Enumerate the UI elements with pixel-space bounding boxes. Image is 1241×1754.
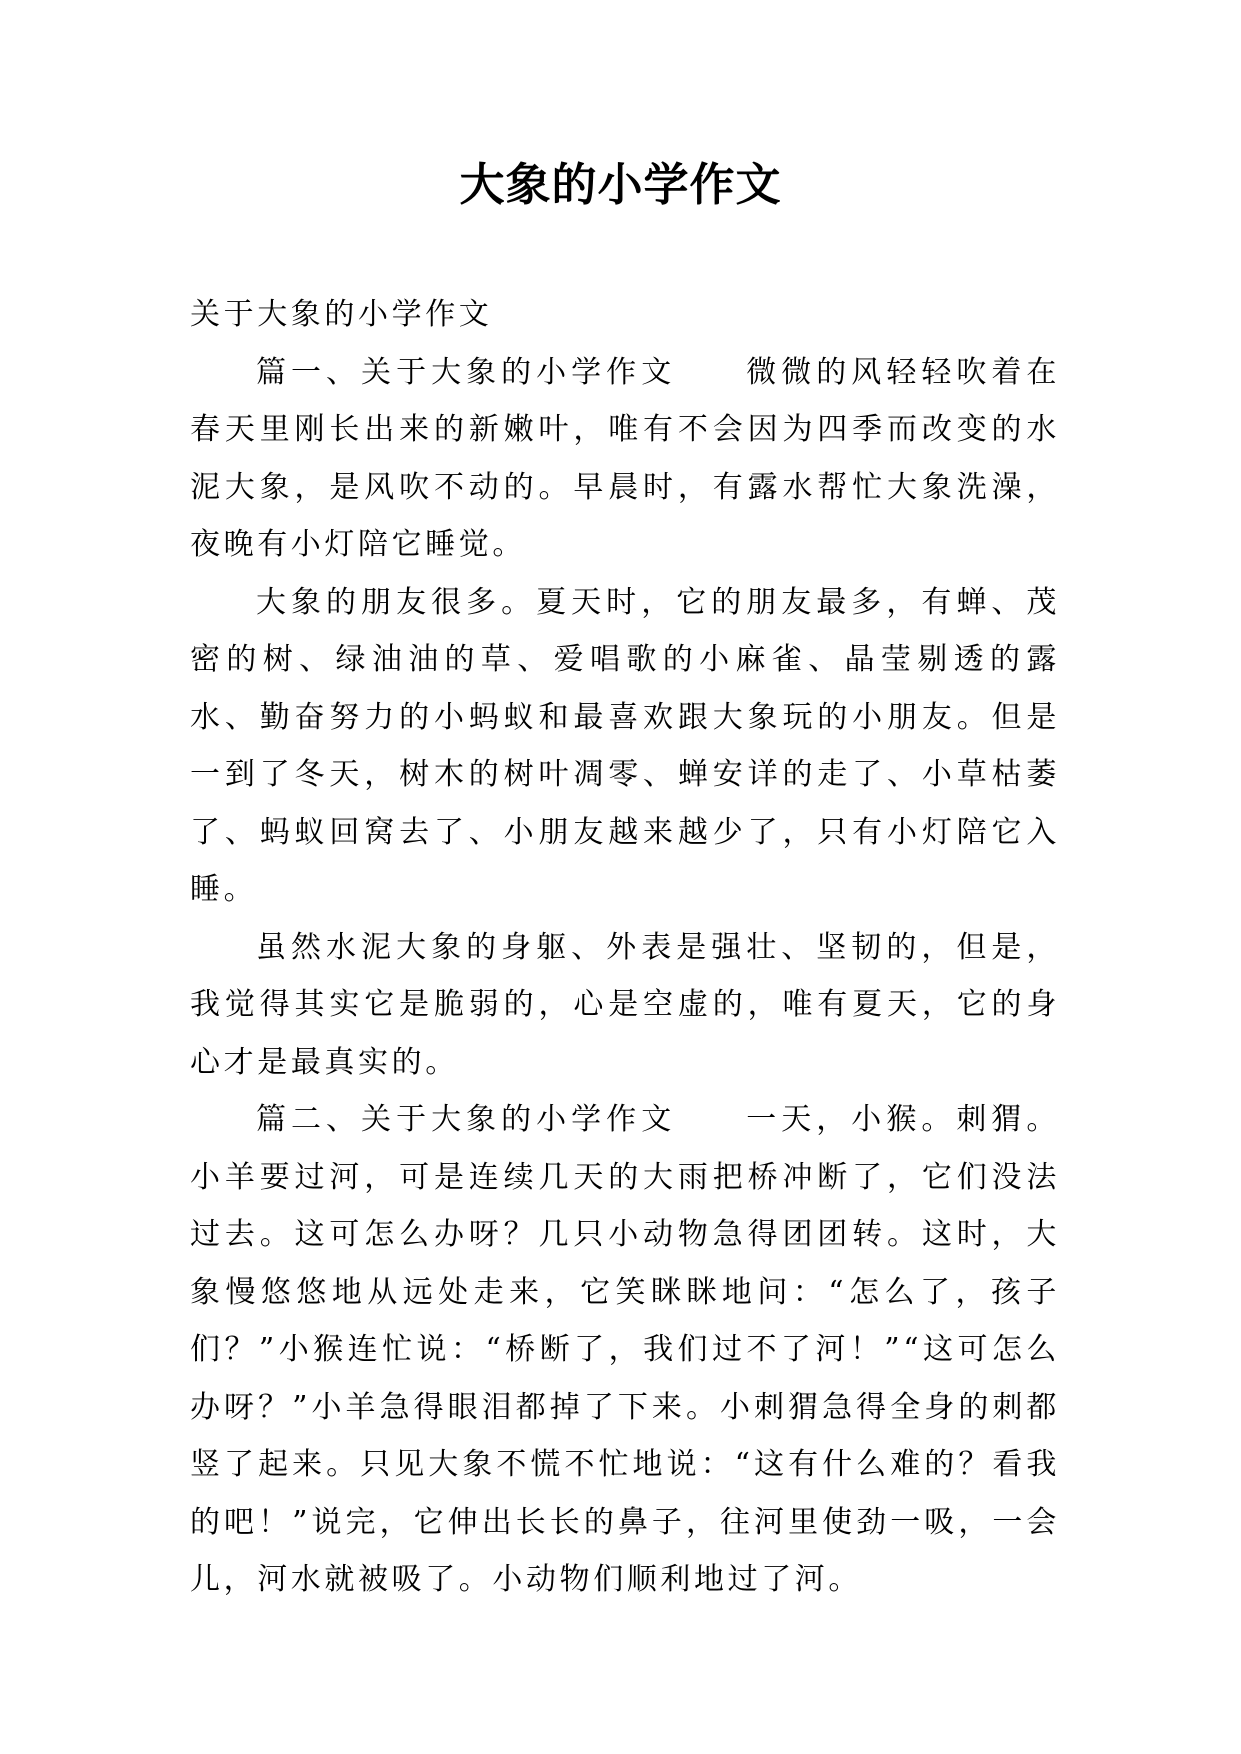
- paragraph: 篇二、关于大象的小学作文 一天，小猴。刺猬。小羊要过河，可是连续几天的大雨把桥冲断了，它们没法过去。这可怎么办呀？几只小动物急得团团转。这时，大象慢悠悠地从远处走来，它笑眯眯地问：“怎么了，孩子们？”小猴连忙说：“桥断了，我们过不了河！”“这可怎么办呀？”小羊急得眼泪都掉了下来。小刺猬急得全身的刺都竖了起来。只见大象不慌不忙地说：“这有什么难的？看我的吧！”说完，它伸出长长的鼻子，往河里使劲一吸，一会儿，河水就被吸了。小动物们顺利地过了河。: [190, 1102, 1060, 1597]
- subtitle-paragraph: 关于大象的小学作文: [190, 297, 493, 332]
- document-title: 大象的小学作文: [459, 158, 782, 211]
- paragraph: 篇一、关于大象的小学作文 微微的风轻轻吹着在春天里刚长出来的新嫩叶，唯有不会因为四季而改变的水泥大象，是风吹不动的。早晨时，有露水帮忙大象洗澡，夜晚有小灯陪它睡觉。: [190, 354, 1060, 562]
- document-body: [190, 286, 1060, 1609]
- paragraph: 大象的朋友很多。夏天时，它的朋友最多，有蝉、茂密的树、绿油油的草、爱唱歌的小麻雀、晶莹剔透的露水、勤奋努力的小蚂蚁和最喜欢跟大象玩的小朋友。但是一到了冬天，树木的树叶凋零、蝉安详的走了、小草枯萎了、蚂蚁回窝去了、小朋友越来越少了，只有小灯陪它入睡。: [190, 584, 1060, 907]
- paragraph: 虽然水泥大象的身躯、外表是强壮、坚韧的，但是，我觉得其实它是脆弱的，心是空虚的，唯有夏天，它的身心才是最真实的。: [190, 929, 1060, 1080]
